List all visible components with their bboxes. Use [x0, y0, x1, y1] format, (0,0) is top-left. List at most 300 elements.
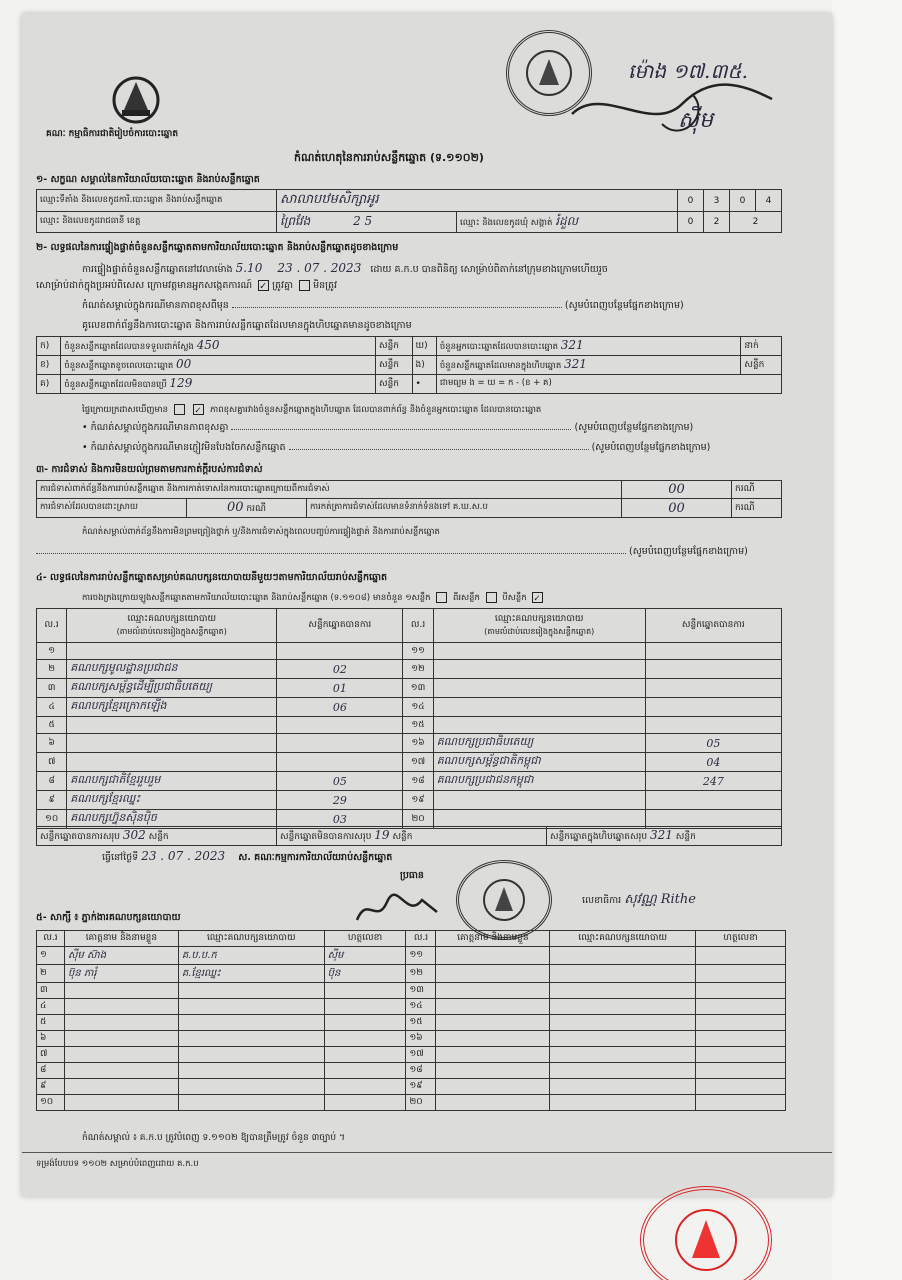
- result-no-text: ២: [48, 663, 56, 674]
- result-party-text: គណបក្សសម្ព័ន្ធដើម្បីប្រជាធិបតេយ្យ: [70, 680, 213, 693]
- witness-col-party-2: ឈ្មោះគណបក្សនយោបាយ: [550, 931, 696, 947]
- result-no: [37, 679, 67, 698]
- witness-party: [178, 983, 324, 999]
- secretary-line: [582, 894, 696, 907]
- section1-table: [36, 189, 782, 233]
- province-label: ឈ្មោះ និងលេខកូដរាជធានី ខេត្ត: [37, 212, 277, 233]
- result-party: [67, 643, 277, 660]
- witness-name: [436, 947, 550, 965]
- result-no-text: ១៧: [410, 756, 426, 767]
- result-votes-text: 05: [706, 736, 721, 750]
- witness-no-text: ១២: [409, 968, 424, 978]
- witness-party: [550, 999, 696, 1015]
- made-on-line: [102, 850, 392, 864]
- form-title: កំណត់ហេតុនៃការរាប់សន្លឹកឆ្នោត (ទ.១១០២): [294, 151, 484, 164]
- sheets-line: [82, 592, 546, 604]
- results-col-votes-2: សន្លឹកឆ្នោតបានការ: [645, 609, 781, 643]
- witness-no-text: ១០: [40, 1097, 54, 1107]
- row-e-unit: សន្លឹក: [741, 356, 782, 375]
- result-party: [433, 717, 645, 734]
- witness-no: [406, 1047, 436, 1063]
- witness-name: [64, 983, 178, 999]
- row-a-value: 450: [196, 338, 220, 352]
- witness-row: [37, 965, 786, 983]
- witness-name: [64, 947, 178, 965]
- section2-heading: ២- លទ្ធផលនៃការផ្ទៀងផ្ទាត់ចំនួនសន្លឹកឆ្នោតតាមការិយាល័យបោះឆ្នោត និងរាប់សន្លឹកឆ្នោតដូចខាងក្រោម: [36, 242, 399, 253]
- result-no: [37, 717, 67, 734]
- witness-row: [37, 1079, 786, 1095]
- commune-value: រំដួល: [555, 214, 579, 228]
- results-col-votes: សន្លឹកឆ្នោតបានការ: [277, 609, 403, 643]
- commune-code-1: 0: [687, 217, 694, 227]
- witness-party: [178, 965, 324, 983]
- witness-sign: [324, 1031, 406, 1047]
- note-field[interactable]: [232, 307, 562, 308]
- witness-col-name-2: គោត្តនាម និងនាមខ្លួន: [436, 931, 550, 947]
- results-row: [37, 772, 782, 791]
- total-valid-value: 302: [122, 828, 146, 842]
- footnote: កំណត់សម្គាល់ ៖ គ.ក.ប ត្រូវបំពេញ ទ.១១០២ ឱ្យបានត្រឹមត្រូវ ចំនួន ៣ច្បាប់ ។: [82, 1133, 345, 1143]
- witness-name: [436, 1063, 550, 1079]
- witness-name: [436, 1031, 550, 1047]
- witness-no: [37, 947, 65, 965]
- witness-sign: [324, 1015, 406, 1031]
- result-party: [67, 717, 277, 734]
- result-no: [403, 679, 433, 698]
- note-line: [82, 300, 684, 312]
- result-votes: [277, 717, 403, 734]
- witness-party: [550, 1079, 696, 1095]
- location-code-2: 3: [713, 195, 720, 206]
- chair-signature: [352, 890, 442, 930]
- result-party: [433, 679, 645, 698]
- witness-no: [406, 1031, 436, 1047]
- witness-no-text: ២: [40, 968, 47, 978]
- witness-no: [406, 965, 436, 983]
- stamp-middle-emblem-icon: [459, 863, 549, 937]
- results-col-party-label: ឈ្មោះគណបក្សនយោបាយ: [127, 614, 217, 624]
- witness-col-party: ឈ្មោះគណបក្សនយោបាយ: [178, 931, 324, 947]
- result-party: [433, 643, 645, 660]
- result-no-text: ១៣: [410, 682, 426, 693]
- result-no: [403, 753, 433, 772]
- witness-sign: [324, 1095, 406, 1111]
- result-votes: [645, 791, 781, 810]
- total-invalid-value: 19: [374, 828, 390, 842]
- result-votes: [645, 679, 781, 698]
- witness-row: [37, 999, 786, 1015]
- formula-text: ជាមធ្យម ង = ឃ = ក - (ខ + គ): [436, 375, 781, 394]
- formula-bullet: •: [412, 375, 436, 394]
- result-party: [67, 660, 277, 679]
- witness-name: [64, 1095, 178, 1111]
- witness-sign: [696, 1015, 786, 1031]
- verification-line-2: [36, 280, 337, 292]
- sheets-one-checkbox[interactable]: [436, 592, 447, 603]
- result-no: [37, 643, 67, 660]
- results-row: [37, 660, 782, 679]
- row-c-value: 129: [169, 376, 193, 390]
- witness-table: [36, 930, 786, 1111]
- result-votes-text: 247: [702, 774, 724, 788]
- witness-no: [406, 999, 436, 1015]
- result-no: [37, 753, 67, 772]
- results-row: [37, 791, 782, 810]
- witness-party: [178, 1095, 324, 1111]
- row-c-unit: សន្លឹក: [376, 375, 413, 394]
- complaint-row2b-label: ការកត់ត្រាការជំទាស់ដែលមានទំនាក់ទំនងទៅ គ.ឃ.ស.ប: [307, 499, 622, 518]
- committee-name: គណៈ កម្មាធិការជាតិរៀបចំការបោះឆ្នោត: [46, 129, 179, 139]
- witness-no-text: ៤: [40, 1001, 47, 1011]
- result-party-text: គណបក្សប្រជាជនកម្ពុជា: [436, 773, 534, 786]
- location-code-4: 4: [765, 195, 772, 206]
- result-no-text: ៥: [48, 719, 55, 730]
- witness-name: [64, 1047, 178, 1063]
- commune-code-3: 2: [752, 217, 759, 227]
- complaint-row1-value: 00: [668, 482, 685, 497]
- result-votes: [645, 717, 781, 734]
- witness-no: [37, 1047, 65, 1063]
- witness-sign: [696, 1095, 786, 1111]
- result-votes: [645, 643, 781, 660]
- made-on-date: 23 . 07 . 2023: [141, 849, 226, 863]
- witness-no: [406, 983, 436, 999]
- sheets-two-checkbox[interactable]: [486, 592, 497, 603]
- result-party-text: គណបក្សសម្ព័ន្ធជាតិកម្ពុជា: [436, 754, 541, 767]
- result-party-text: គណបក្សជាតិខ្មែររួបរួម: [70, 773, 161, 786]
- form-reference: ទម្រង់បែបបទ ១១០២ សម្រាប់បំពេញដោយ គ.ក.ប: [36, 1159, 199, 1169]
- witness-party: [178, 1047, 324, 1063]
- witness-name-text: ប៊ុន ភារុំ: [67, 968, 97, 979]
- witness-name: [436, 1095, 550, 1111]
- witness-party: [178, 1079, 324, 1095]
- result-no-text: ៨: [48, 775, 55, 786]
- result-no-text: ១: [48, 645, 56, 656]
- ballot-count-table: [36, 336, 782, 394]
- results-col-no-2: ល.រ: [403, 609, 433, 643]
- result-no: [403, 643, 433, 660]
- row-b-label: ចំនួនសន្លឹកឆ្នោតខូចពេលបោះឆ្នោត: [64, 361, 174, 371]
- note-suffix: (សូមបំពេញបន្ថែមផ្នែកខាងក្រោម): [564, 300, 684, 311]
- result-no: [37, 791, 67, 810]
- witness-no-text: ១៦: [409, 1033, 423, 1043]
- witness-no-text: ៥: [40, 1017, 47, 1027]
- witness-row: [37, 983, 786, 999]
- result-no: [403, 791, 433, 810]
- result-votes-text: 01: [332, 681, 347, 695]
- discrepancy-line: [82, 404, 541, 416]
- result-votes-text: 04: [706, 755, 721, 769]
- witness-sign: [696, 1031, 786, 1047]
- witness-name: [436, 1015, 550, 1031]
- witness-no-text: ១: [40, 950, 47, 960]
- witness-name: [64, 965, 178, 983]
- witness-sign: [696, 965, 786, 983]
- witness-sign: [696, 1079, 786, 1095]
- witness-name: [64, 1063, 178, 1079]
- verification-hour: 5.10: [235, 261, 263, 275]
- witness-row: [37, 1095, 786, 1111]
- witness-no-text: ២០: [409, 1097, 423, 1107]
- complaint-note-field[interactable]: [36, 553, 626, 554]
- witness-sign: [324, 965, 406, 983]
- verification-date: 23 . 07 . 2023: [277, 261, 362, 275]
- witness-sign-text: ស៊ីម: [327, 950, 344, 961]
- secretary-label: លេខាធិការ: [582, 895, 622, 906]
- row-d-value: 321: [560, 338, 584, 352]
- result-no-text: ២០: [411, 813, 425, 824]
- row-e-letter: ង): [412, 356, 436, 375]
- witness-no: [37, 1079, 65, 1095]
- result-votes: [645, 734, 781, 753]
- sheets-label: ការចងក្រងក្រោយឡូងសន្លឹកឆ្នោតតាមការិយាល័យបោះឆ្នោត និងរាប់សន្លឹកឆ្នោត (ទ.១១០៨) មានចំនួន ១សន្លឹក: [82, 593, 431, 603]
- result-no: [37, 698, 67, 717]
- section5-heading: ៥- សាក្សី ៖ ភ្នាក់ងារគណបក្សនយោបាយ: [36, 912, 181, 923]
- result-no: [37, 772, 67, 791]
- witness-party: [550, 1095, 696, 1111]
- witness-party: [550, 947, 696, 965]
- result-votes: [277, 791, 403, 810]
- complaint-row2b-unit: ករណី: [732, 499, 782, 518]
- witness-sign: [324, 1047, 406, 1063]
- witness-sign: [696, 1063, 786, 1079]
- witness-party: [550, 1015, 696, 1031]
- total-box-label: សន្លឹកឆ្នោតក្នុងហិបឆ្នោតសរុប: [550, 832, 648, 842]
- result-party: [433, 660, 645, 679]
- total-invalid-unit: សន្លឹក: [392, 832, 413, 842]
- witness-name: [436, 1047, 550, 1063]
- row-e-label: ចំនួនសន្លឹកឆ្នោតដែលមានក្នុងហិបឆ្នោត: [439, 361, 562, 371]
- province-code: 2 5: [353, 214, 373, 228]
- witness-no: [406, 947, 436, 965]
- result-party: [433, 698, 645, 717]
- result-votes: [277, 734, 403, 753]
- verification-label: ការផ្ទៀងផ្ទាត់ចំនួនសន្លឹកឆ្នោតនៅវេលាម៉ោង: [82, 264, 233, 275]
- result-votes: [645, 698, 781, 717]
- witness-party: [550, 1047, 696, 1063]
- witness-col-no: ល.រ: [37, 931, 65, 947]
- witness-no-text: ៧: [40, 1049, 48, 1059]
- witness-name: [436, 1079, 550, 1095]
- note-label: កំណត់សម្គាល់ក្នុងករណីមានភាពខុសពីមុន: [82, 300, 229, 311]
- witness-no-text: ១៣: [409, 985, 424, 995]
- location-label: ឈ្មោះទីតាំង និងលេខកូដការិ.បោះឆ្នោត និងរាប់សន្លឹកឆ្នោត: [37, 190, 277, 212]
- row-b-letter: ខ): [37, 356, 61, 375]
- result-votes: [277, 643, 403, 660]
- result-no-text: ៦: [48, 737, 55, 748]
- result-party-text: គណបក្សមូលដ្ឋានប្រជាជន: [70, 661, 178, 674]
- result-no: [403, 660, 433, 679]
- witness-sign: [324, 1063, 406, 1079]
- witness-name: [436, 999, 550, 1015]
- form-sheet: [22, 14, 832, 1196]
- result-party-text: គណបក្សហ្វ៊ុនស៊ិនប៉ិច: [70, 811, 157, 824]
- witness-name: [64, 1031, 178, 1047]
- witness-row: [37, 1031, 786, 1047]
- location-code-3: 0: [739, 195, 746, 206]
- mismatch-label: មិនត្រូវ: [313, 280, 337, 291]
- witness-name-text: ស៊ីម ស៊ាង: [67, 950, 107, 961]
- witness-party-text: គ.ខ្មែរឈ្នះ: [181, 968, 221, 979]
- witness-no: [37, 1063, 65, 1079]
- result-votes: [645, 753, 781, 772]
- discrepancy-desc: ភាពខុសគ្នារវាងចំនួនសន្លឹកឆ្នោតក្នុងហិបឆ្នោត ដែលបានពាក់ព័ន្ធ និងចំនួនអ្នកបោះឆ្នោត ដែលបានបោះឆ្នោត: [210, 405, 542, 415]
- results-col-party-2-label: ឈ្មោះគណបក្សនយោបាយ: [494, 614, 584, 624]
- row-b-value: 00: [176, 357, 192, 371]
- complaint-note-suffix: (សូមបំពេញបន្ថែមផ្នែកខាងក្រោម): [629, 546, 748, 557]
- total-box-value: 321: [650, 828, 673, 842]
- witness-party: [178, 1063, 324, 1079]
- mismatch-checkbox[interactable]: [299, 280, 310, 291]
- results-col-party-2: [433, 609, 645, 643]
- witness-sign: [696, 947, 786, 965]
- red-official-stamp: [640, 1186, 772, 1280]
- row-c-letter: គ): [37, 375, 61, 394]
- row-a-label: ចំនួនសន្លឹកឆ្នោតដែលបានទទួលដាក់ស្លែង: [64, 342, 194, 352]
- result-party: [67, 734, 277, 753]
- complaint-note: កំណត់សម្គាល់ពាក់ព័ន្ធនឹងការមិនព្រមព្រៀងថ្នាក់ ឬ/និងការជំទាស់ក្នុងពេលបញ្ចប់ការផ្ទៀងផ្ទាត់ និងការរាប់សន្លឹកឆ្នោត: [82, 527, 440, 537]
- witness-col-name: គោត្តនាម និងនាមខ្លួន: [64, 931, 178, 947]
- bullet-line-2: [82, 442, 710, 454]
- commune-label: ឈ្មោះ និងលេខកូដឃុំ សង្កាត់: [460, 218, 553, 228]
- witness-party-text: គ.ប.ប.ក: [181, 950, 217, 961]
- complaint-row2-value: 00: [227, 500, 244, 515]
- results-col-party-sub: (តាមលំដាប់លេខរៀងក្នុងសន្លឹកឆ្នោត): [116, 627, 227, 636]
- result-party-text: គណបក្សប្រជាធិបតេយ្យ: [436, 735, 534, 748]
- observer-label: សោម្រ៉ាប់ដាក់ក្នុងប្រអប់ពិសេស ក្រោមវត្តមានអ្នកសង្កេតការណ៍: [36, 280, 253, 291]
- match-label: ត្រូវគ្នា: [272, 280, 294, 291]
- verification-line: [82, 262, 608, 276]
- footer-divider: [22, 1152, 832, 1153]
- witness-no-text: ១១: [409, 950, 424, 960]
- row-b-unit: សន្លឹក: [376, 356, 413, 375]
- complaint-row1-label: ការជំទាស់ពាក់ព័ន្ធនឹងការរាប់សន្លឹកឆ្នោត និងការកាត់ទោសនៃការបោះឆ្នោតក្រោយពីការជំទាស់: [37, 481, 622, 499]
- witness-row: [37, 1063, 786, 1079]
- results-table: [36, 608, 782, 829]
- witness-col-sign: ហត្ថលេខា: [324, 931, 406, 947]
- bullet2-field[interactable]: [289, 449, 589, 450]
- result-votes-text: 29: [332, 793, 347, 807]
- sheets-three-label: បីសន្លឹក: [502, 593, 527, 603]
- row-e-value: 321: [564, 357, 587, 371]
- witness-sign: [324, 999, 406, 1015]
- discrepancy-yes-checkbox[interactable]: ✓: [193, 404, 204, 415]
- result-party: [67, 772, 277, 791]
- results-row: [37, 753, 782, 772]
- witness-party: [178, 1015, 324, 1031]
- section4-heading: ៤- លទ្ធផលនៃការរាប់សន្លឹកឆ្នោតសម្រាប់គណបក្សនយោបាយនីមួយៗតាមការិយាល័យរាប់សន្លឹកឆ្នោត: [36, 572, 388, 583]
- witness-no: [37, 983, 65, 999]
- match-checkbox[interactable]: ✓: [258, 280, 269, 291]
- result-no-text: ១៨: [411, 775, 425, 786]
- bullet2-suffix: (សូមបំពេញបន្ថែមផ្នែកខាងក្រោម): [591, 442, 711, 453]
- result-no-text: ៤: [48, 701, 55, 712]
- witness-party: [550, 983, 696, 999]
- result-no: [403, 717, 433, 734]
- results-totals: [36, 826, 782, 846]
- top-signature: ស៊ីម: [678, 108, 713, 133]
- result-no: [403, 698, 433, 717]
- witness-sign: [696, 983, 786, 999]
- result-votes: [277, 679, 403, 698]
- result-no-text: ១៦: [411, 737, 425, 748]
- bullet1-field[interactable]: [231, 429, 571, 430]
- witness-sign: [324, 947, 406, 965]
- witness-party: [550, 1063, 696, 1079]
- witness-no-text: ១៨: [409, 1065, 423, 1075]
- witness-no-text: ១៤: [409, 1001, 423, 1011]
- witness-row: [37, 947, 786, 965]
- witness-sign: [696, 1047, 786, 1063]
- result-votes: [645, 772, 781, 791]
- committee-sign-label: ស. គណៈកម្មការការិយាល័យរាប់សន្លឹកឆ្នោត: [238, 852, 393, 863]
- location-value: សាលាបឋមសិក្សាអូរ: [280, 192, 379, 207]
- row-a-unit: សន្លឹក: [376, 337, 413, 356]
- discrepancy-no-checkbox[interactable]: [174, 404, 185, 415]
- witness-row: [37, 1047, 786, 1063]
- witness-name: [436, 983, 550, 999]
- result-no-text: ១៩: [411, 794, 425, 805]
- witness-party: [550, 1031, 696, 1047]
- result-no-text: ៧: [47, 756, 56, 767]
- result-party: [433, 753, 645, 772]
- complaint-row1-unit: ករណី: [732, 481, 782, 499]
- result-party-text: គណបក្សខ្មែរឈ្នះ: [70, 792, 141, 805]
- witness-sign: [696, 999, 786, 1015]
- witness-col-no-2: ល.រ: [406, 931, 436, 947]
- witness-row: [37, 1015, 786, 1031]
- result-votes: [645, 660, 781, 679]
- witness-no: [37, 999, 65, 1015]
- results-col-no: ល.រ: [37, 609, 67, 643]
- result-no-text: ៣: [47, 682, 56, 693]
- page-background-edge: [832, 0, 902, 1280]
- witness-no-text: ៨: [40, 1065, 47, 1075]
- sheets-three-checkbox[interactable]: ✓: [532, 592, 543, 603]
- witness-name: [64, 999, 178, 1015]
- result-votes: [277, 772, 403, 791]
- ballot-subheading: គូលេខពាក់ព័ន្ធនឹងការបោះឆ្នោត និងការរាប់សន្លឹកឆ្នោតដែលមានក្នុងហិបឆ្នោតមានដូចខាងក្រោម: [82, 320, 412, 331]
- results-row: [37, 734, 782, 753]
- secretary-signature: សុវណ្ណ Rithe: [624, 892, 696, 907]
- sheets-two-label: ពីរសន្លឹក: [452, 593, 480, 603]
- witness-no: [37, 1095, 65, 1111]
- witness-sign: [324, 983, 406, 999]
- row-d-unit: នាក់: [741, 337, 782, 356]
- row-d-letter: ឃ): [412, 337, 436, 356]
- total-invalid-label: សន្លឹកឆ្នោតមិនបានការសរុប: [280, 832, 372, 842]
- witness-sign-text: ប៊ុន: [327, 968, 341, 979]
- result-votes-text: 06: [332, 700, 347, 714]
- result-no: [37, 734, 67, 753]
- chair-label: ប្រធាន: [400, 870, 424, 881]
- complaint-row2-label: ការជំទាស់ដែលបានដោះស្រាយ: [37, 499, 187, 518]
- result-party: [433, 791, 645, 810]
- bullet-line-1: [82, 422, 693, 434]
- results-row: [37, 698, 782, 717]
- official-stamp-middle: [456, 860, 552, 940]
- result-no: [403, 772, 433, 791]
- result-party: [433, 734, 645, 753]
- witness-party: [178, 947, 324, 965]
- result-no-text: ១១: [411, 645, 425, 656]
- bullet2-label: • កំណត់សម្គាល់ក្នុងករណីមានភ្ញៀវមិនបែងចែកសន្លឹកឆ្នោត: [82, 442, 286, 453]
- witness-no: [37, 1031, 65, 1047]
- made-on-label: ធ្វើនៅថ្ងៃទី: [102, 852, 139, 863]
- province-value: ព្រៃវែង: [280, 214, 311, 228]
- witness-sign: [324, 1079, 406, 1095]
- result-party: [67, 753, 277, 772]
